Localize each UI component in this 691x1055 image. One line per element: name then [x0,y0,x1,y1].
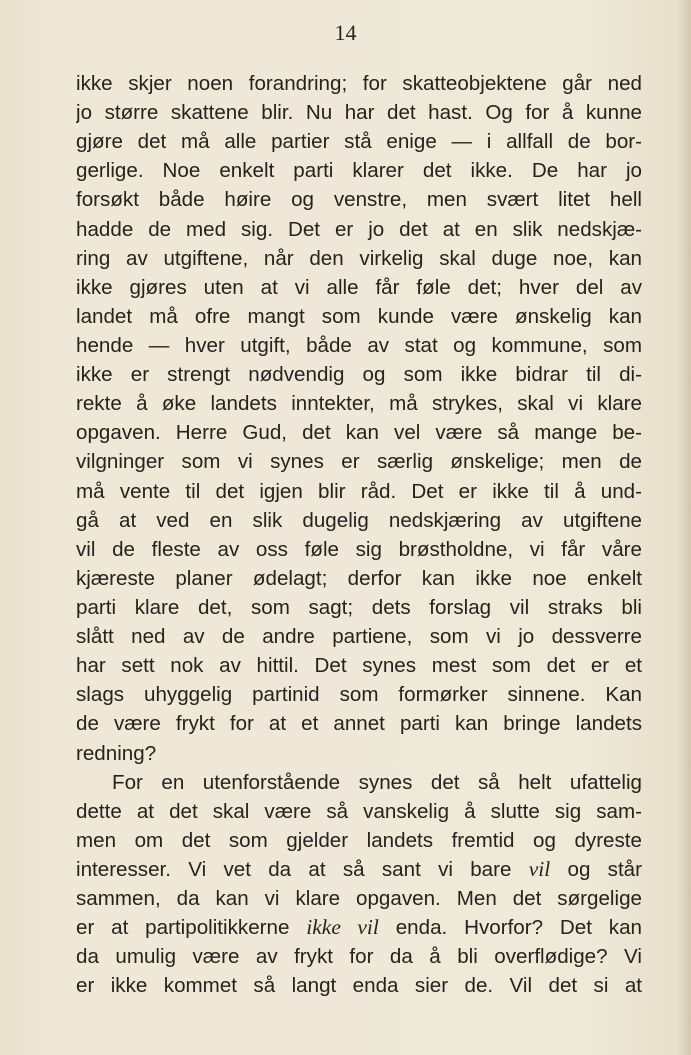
text-line: rekte å øke landets inntekter, må strykes, skal vi klare [76,392,642,416]
text-line: dette at det skal være så vanskelig å slutte sig sam- [76,799,642,823]
text-line: sammen, da kan vi klare opgaven. Men det sørgelige [76,887,642,911]
text-line: hadde de med sig. Det er jo det at en slik nedskjæ- [76,217,642,241]
text-segment: er at partipolitikkerne [76,916,307,940]
text-line: da umulig være av frykt for da å bli overflødige? Vi [76,945,642,969]
page-number: 14 [334,20,357,45]
text-line: ring av utgiftene, når den virkelig skal duge noe, kan [76,246,642,270]
text-segment: enda. Hvorfor? Det kan [378,916,642,940]
text-line: jo større skattene blir. Nu har det hast. Og for å kunne [76,101,642,125]
text-line: må vente til det igjen blir råd. Det er ikke til å und- [76,479,642,503]
page-edge-shadow [677,0,691,1055]
text-line [76,913,642,942]
text-line: ikke skjer noen forandring; for skatteobjektene går ned [76,72,642,95]
text-line: slått ned av de andre partiene, som vi jo dessverre [76,625,642,649]
text-line: forsøkt både høire og venstre, men svært litet hell [76,188,642,212]
text-line: men om det som gjelder landets fremtid og dyreste [76,828,642,852]
body-text [76,69,642,1001]
text-line: landet må ofre mangt som kunde være ønskelig kan [76,304,642,328]
text-line: parti klare det, som sagt; dets forslag vil straks bli [76,595,642,619]
text-line: gjøre det må alle partier stå enige — i allfall de bor- [76,130,642,154]
text-line: vilgninger som vi synes er særlig ønskelige; men de [76,450,642,474]
text-line: gerlige. Noe enkelt parti klarer det ikke. De har jo [76,159,642,183]
text-line: redning? [76,741,157,765]
text-line: har sett nok av hittil. Det synes mest som det er et [76,654,642,678]
text-line: er ikke kommet så langt enda sier de. Vil det si at [76,974,642,998]
text-segment: og står [550,857,642,881]
text-line: slags uhyggelig partinid som formørker sinnene. Kan [76,683,642,707]
text-line: For en utenforstående synes det så helt ufattelig [112,770,642,794]
text-line: vil de fleste av oss føle sig brøstholdne, vi får våre [76,537,642,561]
text-line: ikke er strengt nødvendig og som ikke bidrar til di- [76,363,642,387]
text-line: opgaven. Herre Gud, det kan vel være så mange be- [76,421,642,445]
text-line: ikke gjøres uten at vi alle får føle det; hver del av [76,275,642,299]
text-segment: interesser. Vi vet da at så sant vi bare [76,857,529,881]
text-line: hende — hver utgift, både av stat og kommune, som [76,333,642,357]
text-line [76,855,642,884]
text-line: de være frykt for at et annet parti kan bringe landets [76,712,642,736]
text-line: gå at ved en slik dugelig nedskjæring av utgiftene [76,508,642,532]
text-line: kjæreste planer ødelagt; derfor kan ikke noe enkelt [76,566,642,590]
emphasized-text: ikke vil [306,915,379,940]
emphasized-text: vil [528,856,551,881]
